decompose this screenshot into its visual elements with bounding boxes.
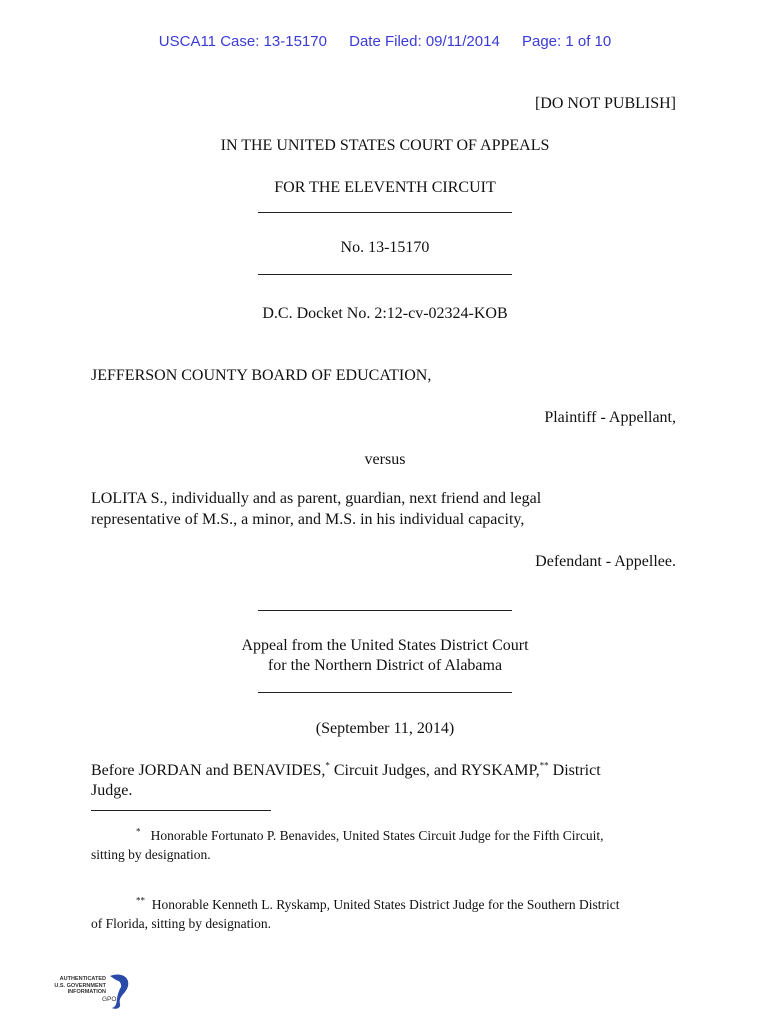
- panel-text-c: District: [548, 762, 601, 779]
- footnote-2-text: Honorable Kenneth L. Ryskamp, United States District Judge for the Southern District: [151, 897, 620, 912]
- decision-date: (September 11, 2014): [315, 720, 455, 737]
- gpo-logo-line-3: INFORMATION: [67, 989, 106, 995]
- header-page: Page: 1 of 10: [521, 33, 612, 50]
- eagle-icon: [106, 972, 132, 1012]
- divider: [258, 692, 512, 693]
- gpo-logo-line-1: AUTHENTICATED: [59, 976, 106, 982]
- divider: [258, 212, 512, 213]
- case-number: No. 13-15170: [340, 239, 430, 256]
- footnote-1-line-1: [91, 826, 681, 845]
- header-case: USCA11 Case: 13-15170: [158, 33, 327, 50]
- footnote-2-mark: **: [136, 895, 145, 906]
- panel-text-b: Circuit Judges, and RYSKAMP,: [329, 762, 540, 779]
- panel-line-2: Judge.: [91, 782, 133, 799]
- panel-text-a: Before JORDAN and BENAVIDES,: [91, 762, 326, 779]
- gpo-logo-mark: GPO: [102, 996, 117, 1003]
- footnote-1-text: Honorable Fortunato P. Benavides, United States Circuit Judge for the Fifth Circuit,: [150, 828, 604, 843]
- gpo-logo-text: [44, 976, 106, 996]
- gpo-authentication-logo: [44, 972, 134, 1012]
- footnote-divider: [91, 810, 271, 811]
- docket-number: D.C. Docket No. 2:12-cv-02324-KOB: [262, 305, 508, 322]
- footnote-2: [91, 895, 681, 933]
- defendant-role: Defendant - Appellee.: [535, 553, 676, 570]
- pacer-header: [0, 33, 770, 50]
- versus: versus: [364, 451, 406, 468]
- panel-line-1: [91, 761, 681, 781]
- defendant-line-1: LOLITA S., individually and as parent, guardian, next friend and legal: [91, 490, 542, 507]
- footnote-ref-1[interactable]: *: [325, 760, 330, 771]
- appeal-line-1: Appeal from the United States District Court: [241, 637, 529, 654]
- appeal-line-2: for the Northern District of Alabama: [267, 657, 503, 674]
- footnote-2-line-1: [91, 895, 681, 914]
- publish-status: [DO NOT PUBLISH]: [534, 95, 676, 112]
- circuit-name: FOR THE ELEVENTH CIRCUIT: [274, 179, 496, 196]
- divider: [258, 274, 512, 275]
- divider: [258, 610, 512, 611]
- plaintiff-role: Plaintiff - Appellant,: [544, 409, 676, 426]
- court-name: IN THE UNITED STATES COURT OF APPEALS: [220, 137, 550, 154]
- footnote-1-mark: *: [136, 826, 141, 837]
- footnote-1-line-2: sitting by designation.: [91, 847, 211, 862]
- footnote-1: [91, 826, 681, 864]
- header-date-filed: Date Filed: 09/11/2014: [349, 33, 500, 50]
- footnote-2-line-2: of Florida, sitting by designation.: [91, 916, 271, 931]
- footnote-ref-2[interactable]: **: [539, 760, 549, 771]
- gpo-logo-line-2: U.S. GOVERNMENT: [54, 982, 106, 989]
- defendant-line-2: representative of M.S., a minor, and M.S. in his individual capacity,: [91, 511, 525, 528]
- plaintiff-name: JEFFERSON COUNTY BOARD OF EDUCATION,: [91, 367, 432, 384]
